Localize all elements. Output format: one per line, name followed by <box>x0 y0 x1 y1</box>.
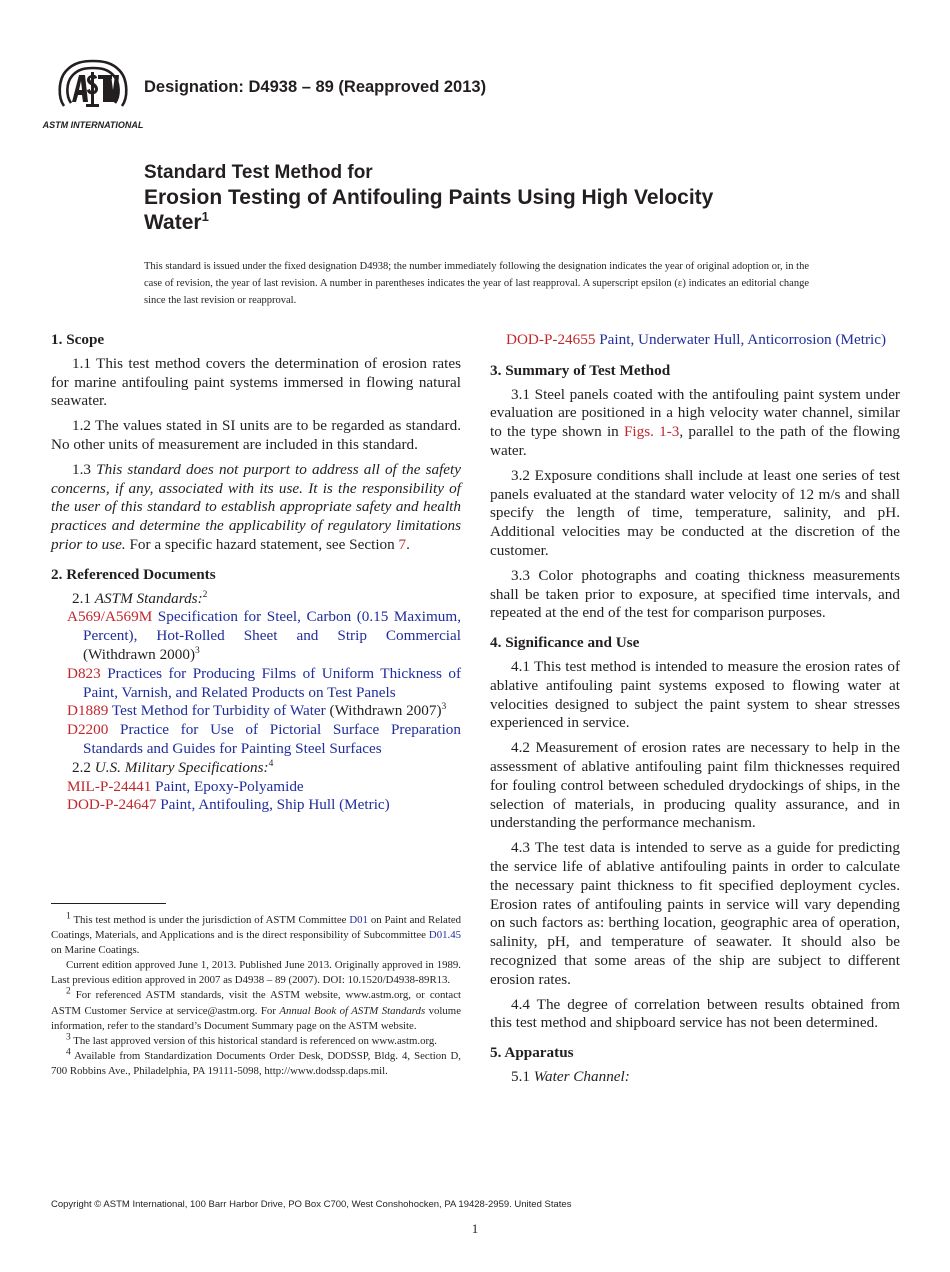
title-line-1: Standard Test Method for <box>144 162 373 183</box>
apparatus-5-1: 5.1 Water Channel: <box>511 1067 630 1085</box>
figures-link[interactable]: Figs. 1-3 <box>623 423 680 441</box>
significance-4-2: 4.2 Measurement of erosion rates are necessary to help in the assessment of ablative antifouling paint film thicknesses required for fouling control between scheduled drydockings of ships, in the selection of materials, in producing quality assurance, and in understanding the performance mechanism. <box>490 739 900 832</box>
ref-code-link[interactable]: D1889 <box>67 702 109 720</box>
summary-3-1: 3.1 Steel panels coated with the antifouling paint system under evaluation are positioned in a high velocity water channel, similar to the type shown in Figs. 1-3, parallel to the path of the flowing water. <box>490 385 901 459</box>
section-heading-summary: 3. Summary of Test Method <box>490 361 671 379</box>
committee-link[interactable]: D01 <box>349 914 368 926</box>
ref-title-link[interactable]: Practice for Use of Pictorial Surface Preparation Standards and Guides for Painting Steel Surfaces <box>83 721 461 757</box>
footnote-3: $^3$ The last approved version of this historical standard is referenced on www.astm.org. <box>66 1032 437 1047</box>
ref-title-link[interactable]: Paint, Antifouling, Ship Hull (Metric) <box>160 796 390 814</box>
mil-ref-item <box>51 778 461 797</box>
military-specs-label: 2.2 U.S. Military Specifications:$^4$ <box>72 758 274 776</box>
mil-ref-item <box>51 796 461 815</box>
ref-code-link[interactable]: A569/A569M <box>67 608 153 626</box>
significance-4-3: 4.3 The test data is intended to serve as a guide for predicting the service life of ablative antifouling paints in order to calculate the necessary paint thickness to fit specified deployment cycles. Erosion rates of antifouling paints in service will vary depending on such factors as: berthing location, geographic area of operation, salinity, pH, and temperature of seawater. It should also be recognized that some areas of the ship are subject to different erosion rates. <box>490 839 900 988</box>
subcommittee-link[interactable]: D01.45 <box>428 929 461 942</box>
summary-3-2: 3.2 Exposure conditions shall include at least one series of test panels evaluated at the standard water velocity of 12 m/s and shall specify the length of time, temperature, salinity, and pH. Additional velocities may be conducted at the discretion of the customer. <box>490 466 900 559</box>
page-title <box>144 160 713 235</box>
ref-item: D1889 Test Method for Turbidity of Water (Withdrawn 2007)$^3$ <box>67 702 447 720</box>
astm-logo <box>42 58 144 134</box>
footnote-2: $^2$ For referenced ASTM standards, visit the ASTM website, www.astm.org, or contact ASTM Customer Service at service@astm.org. For Annual Book of ASTM Standards volume information, refer to the standard’s Document Summary page on the ASTM website. <box>51 986 461 1032</box>
footnote-1-edition: Current edition approved June 1, 2013. Published June 2013. Originally approved in 1989. Last previous edition approved in 2007 as D4938 – 89 (2007). DOI: 10.1520/D4938-89R13. <box>51 959 461 987</box>
footnote-4: $^4$ Available from Standardization Documents Order Desk, DODSSP, Bldg. 4, Section D, 700 Robbins Ave., Philadelphia, PA 19111-5098, http://www.dodssp.daps.mil. <box>51 1047 461 1077</box>
section-heading-referenced-documents: 2. Referenced Documents <box>51 565 216 583</box>
scope-1-3: 1.3 This standard does not purport to address all of the safety concerns, if any, associated with its use. It is the responsibility of the user of this standard to establish appropriate safety and health practices and determine the applicability of regulatory limitations prior to use. For a specific hazard statement, see Section 7. <box>51 460 462 553</box>
ref-code-link[interactable]: MIL-P-24441 <box>67 777 152 795</box>
footnotes <box>51 913 461 1079</box>
mil-ref-item <box>490 331 900 350</box>
designation: Designation: D4938 – 89 (Reapproved 2013) <box>144 78 487 96</box>
footnote-1: $^1$ This test method is under the jurisdiction of ASTM Committee D01 on Paint and Related Coatings, Materials, and Applications and is the direct responsibility of Subcommittee D01.45 on Marine Coatings. <box>51 911 462 957</box>
ref-item <box>51 721 461 759</box>
astm-logo-icon <box>42 58 144 134</box>
intro-note: This standard is issued under the fixed designation D4938; the number immediately following the designation indicates the year of original adoption or, in the case of revision, the year of last revision. A number in parentheses indicates the year of last reapproval. A superscript epsilon (ε) indicates an editorial change since the last revision or reapproval. <box>144 261 809 306</box>
copyright-notice: Copyright © ASTM International, 100 Barr Harbor Drive, PO Box C700, West Conshohocken, PA 19428-2959. United States <box>51 1199 572 1210</box>
ref-title-link[interactable]: Paint, Epoxy-Polyamide <box>155 777 304 795</box>
ref-item: A569/A569M Specification for Steel, Carbon (0.15 Maximum, Percent), Hot-Rolled Sheet and Strip Commercial (Withdrawn 2000)$^3$ <box>67 608 462 663</box>
section-heading-apparatus: 5. Apparatus <box>490 1044 574 1062</box>
ref-code-link[interactable]: D823 <box>67 664 101 682</box>
scope-1-1: 1.1 This test method covers the determination of erosion rates for marine antifouling paint systems immersed in flowing natural seawater. <box>51 354 461 410</box>
ref-code-link[interactable]: DOD-P-24655 <box>506 331 596 348</box>
ref-title-link[interactable]: Test Method for Turbidity of Water <box>111 702 326 720</box>
significance-4-1: 4.1 This test method is intended to measure the erosion rates of ablative antifouling paint systems exposed to flowing water at velocities designed to subject the paint system to shear stresses experienced in service. <box>490 657 900 732</box>
significance-4-4: 4.4 The degree of correlation between results obtained from this test method and shipboard service has not been determined. <box>490 995 900 1032</box>
summary-3-3: 3.3 Color photographs and coating thickness measurements shall be taken prior to exposure, at specified time intervals, and repeated at the end of the test for comparison purposes. <box>490 566 900 622</box>
footnote-divider <box>51 903 166 904</box>
svg-text:ASTM INTERNATIONAL: ASTM INTERNATIONAL <box>42 120 144 130</box>
section-heading-scope: 1. Scope <box>51 331 105 348</box>
section-7-link[interactable]: 7 <box>398 535 407 553</box>
left-column <box>51 331 461 815</box>
section-heading-significance: 4. Significance and Use <box>490 634 640 652</box>
page-number: 1 <box>471 1221 479 1236</box>
ref-code-link[interactable]: D2200 <box>67 721 109 739</box>
ref-code-link[interactable]: DOD-P-24647 <box>67 796 157 814</box>
ref-title-link[interactable]: Paint, Underwater Hull, Anticorrosion (Metric) <box>599 331 887 348</box>
scope-1-2: 1.2 The values stated in SI units are to be regarded as standard. No other units of measurement are included in this standard. <box>51 417 461 453</box>
astm-standards-label: 2.1 ASTM Standards:$^2$ <box>72 589 208 607</box>
title-line-3: Water$^1$ <box>144 209 209 234</box>
ref-title-link[interactable]: Practices for Producing Films of Uniform Thickness of Paint, Varnish, and Related Products on Test Panels <box>83 664 462 701</box>
right-column <box>490 331 900 1093</box>
ref-title-link[interactable]: Specification for Steel, Carbon (0.15 Maximum, Percent), Hot-Rolled Sheet and Strip Commercial <box>83 608 462 645</box>
ref-item <box>51 665 461 703</box>
title-line-2: Erosion Testing of Antifouling Paints Using High Velocity <box>144 186 714 209</box>
